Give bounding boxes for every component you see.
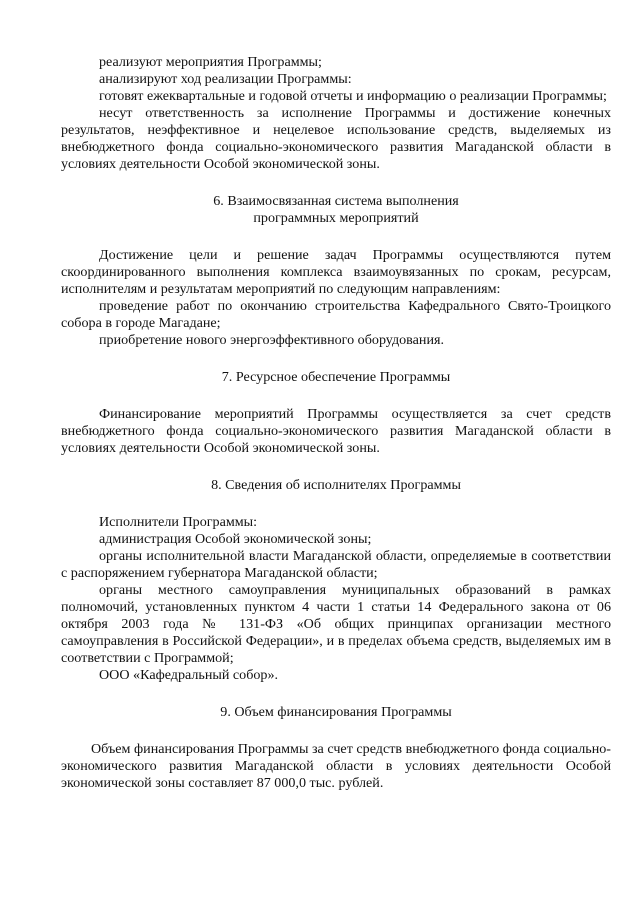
section-6-paragraph: проведение работ по окончанию строительства Кафедрального Свято-Троицкого собора в городе Магадане; [61,298,611,331]
section-7-title: 7. Ресурсное обеспечение Программы [221,369,451,385]
section-6-title-line2: программных мероприятий [253,210,419,226]
intro-paragraph: реализуют мероприятия Программы; [99,54,322,70]
section-8-paragraph: органы местного самоуправления муниципальных образований в рамках полномочий, установленных пунктом 4 части 1 статьи 14 Федерального закона от 06 октября 2003 года № 131-ФЗ «Об общих принципах организации местного самоуправления в Российской Федерации», и в пределах объема средств, выделяемых им в соответствии с Программой; [61,582,611,666]
section-8-paragraph: администрация Особой экономической зоны; [99,531,372,547]
section-8-paragraph: органы исполнительной власти Магаданской области, определяемые в соответствии с распоряжением губернатора Магаданской области; [61,548,611,581]
section-8-title: 8. Сведения об исполнителях Программы [211,477,461,493]
section-8-paragraph: ООО «Кафедральный собор». [99,667,279,683]
section-6-paragraph: Достижение цели и решение задач Программы осуществляются путем скоординированного выполнения комплекса взаимоувязанных по срокам, ресурсам, исполнителям и результатам мероприятий по следующим направлениям: [61,247,611,297]
section-9-title: 9. Объем финансирования Программы [220,704,452,720]
section-6-title [61,193,611,227]
section-7-paragraph: Финансирование мероприятий Программы осуществляется за счет средств внебюджетного фонда социально-экономического развития Магаданской области в условиях деятельности Особой экономической зоны. [61,406,611,456]
intro-paragraph: несут ответственность за исполнение Программы и достижение конечных результатов, неэффективное и нецелевое использование средств, выделяемых из внебюджетного фонда социально-экономического развития Магаданской области в условиях деятельности Особой экономической зоны. [61,105,611,172]
section-6-paragraph: приобретение нового энергоэффективного оборудования. [99,332,444,348]
section-8-paragraph: Исполнители Программы: [99,514,258,530]
section-6-title-line1: 6. Взаимосвязанная система выполнения [213,193,459,209]
intro-paragraph: анализируют ход реализации Программы: [99,71,352,87]
section-9-paragraph: Объем финансирования Программы за счет средств внебюджетного фонда социально-экономического развития Магаданской области в условиях деятельности Особой экономической зоны составляет 87 000,0 тыс. рублей. [61,741,611,791]
document-body [61,54,611,792]
intro-paragraph: готовят ежеквартальные и годовой отчеты и информацию о реализации Программы; [99,88,607,104]
